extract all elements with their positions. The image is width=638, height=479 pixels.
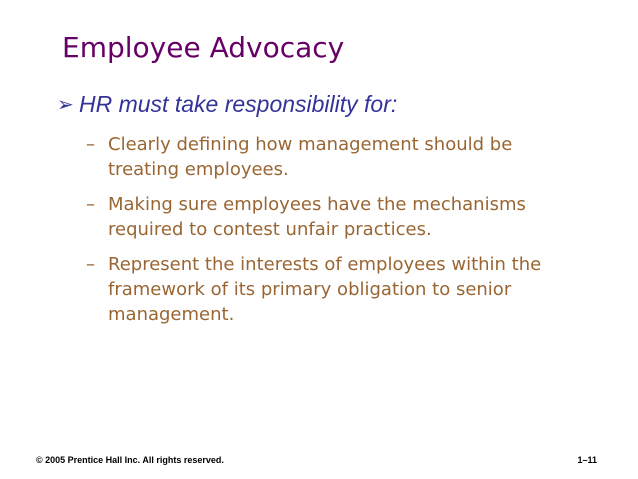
footer-page-number: 1–11 <box>577 455 597 465</box>
sub-bullet-item <box>86 192 586 242</box>
dash-bullet-icon: – <box>86 254 95 275</box>
footer-copyright: © 2005 Prentice Hall Inc. All rights reserved. <box>36 455 224 465</box>
dash-bullet-icon: – <box>86 134 95 155</box>
sub-bullet-list <box>86 132 586 337</box>
sub-bullet-text: Clearly defining how management should be treating employees. <box>108 134 513 180</box>
slide-title: Employee Advocacy <box>62 31 345 64</box>
sub-bullet-text: Making sure employees have the mechanisms required to contest unfair practices. <box>108 194 526 240</box>
arrow-right-icon: ➢ <box>57 92 74 116</box>
main-bullet-text: HR must take responsibility for: <box>79 91 398 117</box>
sub-bullet-item <box>86 252 586 327</box>
dash-bullet-icon: – <box>86 194 95 215</box>
sub-bullet-text: Represent the interests of employees within the framework of its primary obligation to senior management. <box>108 254 542 325</box>
sub-bullet-item <box>86 132 586 182</box>
main-bullet <box>57 89 617 119</box>
